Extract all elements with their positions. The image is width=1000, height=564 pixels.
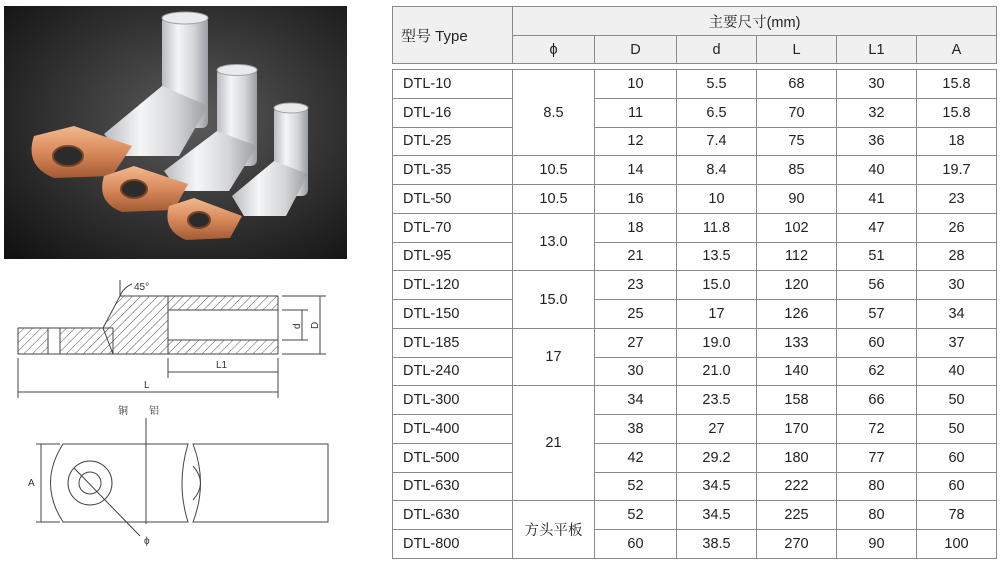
A-dim-label: A — [28, 478, 35, 489]
col-header-A: A — [917, 36, 997, 64]
cell-L: 222 — [757, 472, 837, 501]
phi-cell: 15.0 — [513, 271, 595, 329]
cell-L1: 32 — [837, 98, 917, 127]
table-row — [393, 70, 997, 99]
cell-A: 15.8 — [917, 98, 997, 127]
cell-d: 17 — [677, 300, 757, 329]
cell-A: 34 — [917, 300, 997, 329]
cell-L1: 56 — [837, 271, 917, 300]
product-photo — [4, 6, 347, 259]
cell-L: 68 — [757, 70, 837, 99]
col-header-D: D — [595, 36, 677, 64]
col-header-d: d — [677, 36, 757, 64]
cell-D: 52 — [595, 472, 677, 501]
cell-L: 70 — [757, 98, 837, 127]
cell-D: 16 — [595, 185, 677, 214]
cell-d: 13.5 — [677, 242, 757, 271]
cell-L: 90 — [757, 185, 837, 214]
cell-D: 52 — [595, 501, 677, 530]
model-cell: DTL-95 — [393, 242, 513, 271]
model-cell: DTL-185 — [393, 328, 513, 357]
cell-L1: 80 — [837, 472, 917, 501]
cell-D: 34 — [595, 386, 677, 415]
spec-table — [392, 6, 997, 559]
side-view-drawing — [8, 276, 348, 404]
model-cell: DTL-35 — [393, 156, 513, 185]
cell-D: 23 — [595, 271, 677, 300]
model-cell: DTL-630 — [393, 501, 513, 530]
table-row — [393, 271, 997, 300]
phi-cell: 8.5 — [513, 70, 595, 156]
model-cell: DTL-16 — [393, 98, 513, 127]
copper-label: 铜 — [118, 406, 128, 417]
cell-d: 27 — [677, 415, 757, 444]
cell-L1: 30 — [837, 70, 917, 99]
cell-d: 6.5 — [677, 98, 757, 127]
phi-cell: 13.0 — [513, 213, 595, 271]
D-dim-label: D — [310, 321, 321, 329]
table-row — [393, 328, 997, 357]
cell-D: 14 — [595, 156, 677, 185]
aluminum-label: 铝 — [149, 406, 159, 417]
cell-D: 42 — [595, 443, 677, 472]
cell-L: 85 — [757, 156, 837, 185]
cell-L: 225 — [757, 501, 837, 530]
cell-D: 18 — [595, 213, 677, 242]
cell-d: 34.5 — [677, 472, 757, 501]
cell-D: 30 — [595, 357, 677, 386]
phi-cell: 17 — [513, 328, 595, 386]
d-dim-label: d — [292, 323, 303, 329]
cell-L1: 72 — [837, 415, 917, 444]
cell-A: 18 — [917, 127, 997, 156]
model-cell: DTL-70 — [393, 213, 513, 242]
cell-L: 75 — [757, 127, 837, 156]
cell-D: 27 — [595, 328, 677, 357]
col-header-L1: L1 — [837, 36, 917, 64]
table-row — [393, 213, 997, 242]
cell-A: 19.7 — [917, 156, 997, 185]
table-row — [393, 242, 997, 271]
cell-A: 78 — [917, 501, 997, 530]
table-row — [393, 443, 997, 472]
cell-d: 15.0 — [677, 271, 757, 300]
cell-A: 100 — [917, 530, 997, 559]
cell-d: 10 — [677, 185, 757, 214]
cell-A: 60 — [917, 472, 997, 501]
model-cell: DTL-630 — [393, 472, 513, 501]
table-row — [393, 501, 997, 530]
model-cell: DTL-10 — [393, 70, 513, 99]
cell-A: 60 — [917, 443, 997, 472]
table-row — [393, 415, 997, 444]
table-row — [393, 386, 997, 415]
cell-L: 270 — [757, 530, 837, 559]
model-header: 型号 Type — [393, 7, 513, 64]
cell-A: 30 — [917, 271, 997, 300]
cell-D: 10 — [595, 70, 677, 99]
table-row — [393, 530, 997, 559]
table-row — [393, 156, 997, 185]
cell-L: 126 — [757, 300, 837, 329]
model-cell: DTL-50 — [393, 185, 513, 214]
cell-d: 34.5 — [677, 501, 757, 530]
cell-d: 8.4 — [677, 156, 757, 185]
cell-L1: 62 — [837, 357, 917, 386]
cell-A: 28 — [917, 242, 997, 271]
table-row — [393, 472, 997, 501]
cell-d: 21.0 — [677, 357, 757, 386]
cell-L1: 90 — [837, 530, 917, 559]
cell-A: 40 — [917, 357, 997, 386]
cell-L1: 60 — [837, 328, 917, 357]
cell-A: 26 — [917, 213, 997, 242]
cell-L: 158 — [757, 386, 837, 415]
phi-cell: 10.5 — [513, 156, 595, 185]
cell-A: 23 — [917, 185, 997, 214]
cell-L1: 57 — [837, 300, 917, 329]
cell-A: 50 — [917, 415, 997, 444]
cell-L: 140 — [757, 357, 837, 386]
col-header-phi: ϕ — [513, 36, 595, 64]
cell-L1: 40 — [837, 156, 917, 185]
col-header-L: L — [757, 36, 837, 64]
cell-L1: 66 — [837, 386, 917, 415]
cell-d: 7.4 — [677, 127, 757, 156]
phi-cell: 方头平板 — [513, 501, 595, 559]
cell-A: 50 — [917, 386, 997, 415]
cell-d: 29.2 — [677, 443, 757, 472]
cell-L1: 47 — [837, 213, 917, 242]
cell-L: 133 — [757, 328, 837, 357]
cell-D: 25 — [595, 300, 677, 329]
cell-L1: 77 — [837, 443, 917, 472]
top-view-drawing — [8, 404, 348, 562]
cell-A: 15.8 — [917, 70, 997, 99]
cell-D: 21 — [595, 242, 677, 271]
cell-L: 102 — [757, 213, 837, 242]
table-row — [393, 98, 997, 127]
cell-A: 37 — [917, 328, 997, 357]
table-row — [393, 300, 997, 329]
model-cell: DTL-150 — [393, 300, 513, 329]
cell-D: 38 — [595, 415, 677, 444]
cell-d: 23.5 — [677, 386, 757, 415]
L-dim-label: L — [144, 380, 150, 391]
cell-L1: 41 — [837, 185, 917, 214]
cell-D: 12 — [595, 127, 677, 156]
cell-L1: 51 — [837, 242, 917, 271]
cell-D: 11 — [595, 98, 677, 127]
cell-L1: 36 — [837, 127, 917, 156]
model-cell: DTL-120 — [393, 271, 513, 300]
cell-L: 120 — [757, 271, 837, 300]
dimensions-header: 主要尺寸(mm) — [513, 7, 997, 36]
cell-d: 11.8 — [677, 213, 757, 242]
angle-label: 45° — [134, 282, 150, 293]
cell-d: 38.5 — [677, 530, 757, 559]
model-cell: DTL-500 — [393, 443, 513, 472]
cell-D: 60 — [595, 530, 677, 559]
table-row — [393, 185, 997, 214]
cell-d: 19.0 — [677, 328, 757, 357]
cell-d: 5.5 — [677, 70, 757, 99]
phi-cell: 10.5 — [513, 185, 595, 214]
model-cell: DTL-300 — [393, 386, 513, 415]
L1-dim-label: L1 — [216, 360, 228, 371]
phi-dim-label: ϕ — [144, 536, 150, 547]
phi-cell: 21 — [513, 386, 595, 501]
table-row — [393, 127, 997, 156]
cell-L1: 80 — [837, 501, 917, 530]
model-cell: DTL-800 — [393, 530, 513, 559]
table-row — [393, 357, 997, 386]
cell-L: 180 — [757, 443, 837, 472]
model-cell: DTL-400 — [393, 415, 513, 444]
cell-L: 170 — [757, 415, 837, 444]
model-cell: DTL-240 — [393, 357, 513, 386]
model-cell: DTL-25 — [393, 127, 513, 156]
cell-L: 112 — [757, 242, 837, 271]
